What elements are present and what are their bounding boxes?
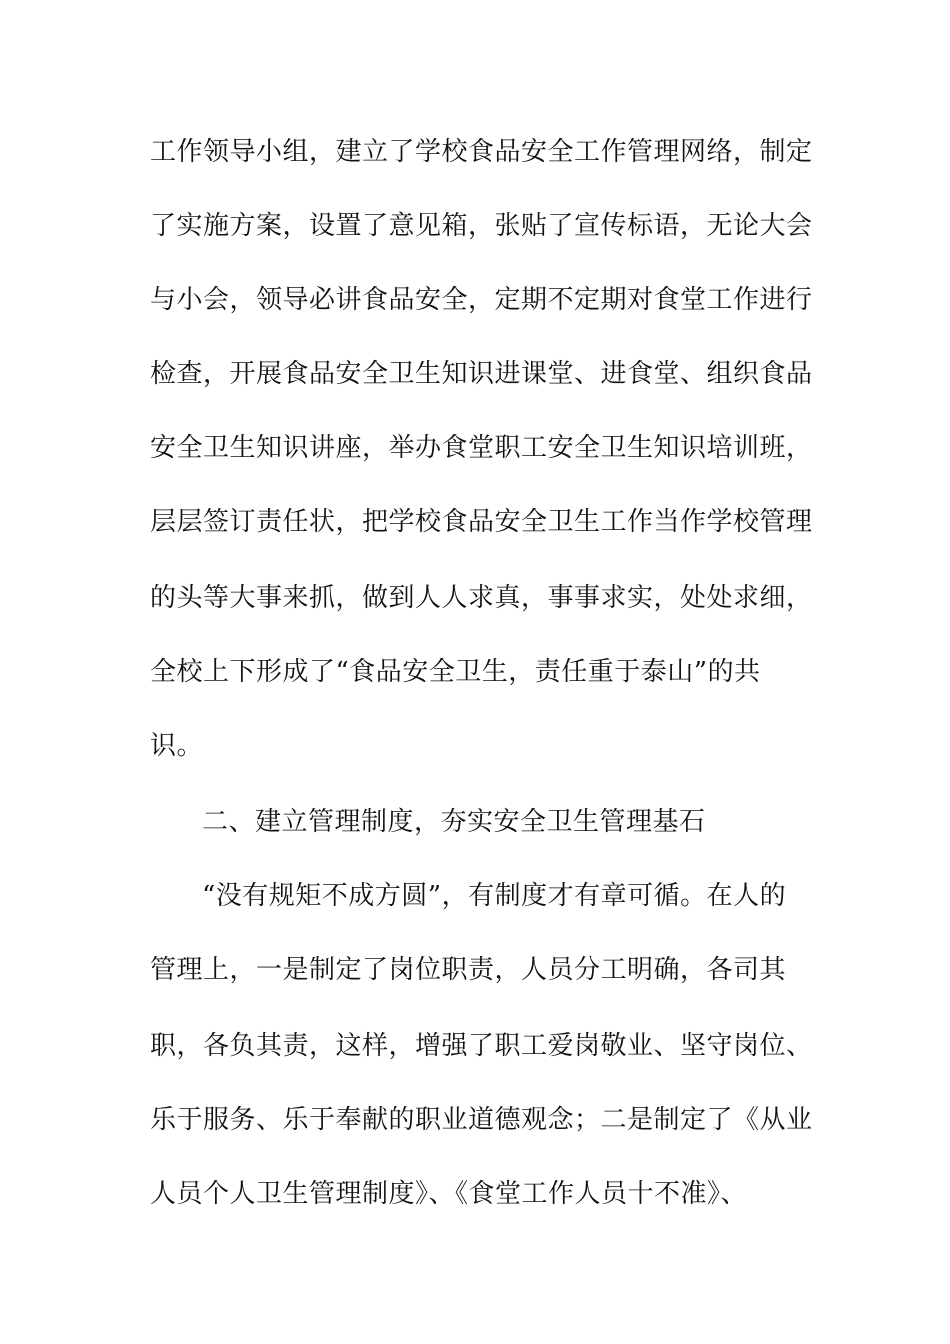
paragraph-1-line-1: 工作领导小组，建立了学校食品安全工作管理网络，制定 bbox=[150, 137, 813, 167]
paragraph-1-line-5: 安全卫生知识讲座，举办食堂职工安全卫生知识培训班， bbox=[150, 433, 813, 463]
paragraph-1-line-9: 识。 bbox=[150, 731, 204, 761]
paragraph-1-line-3: 与小会，领导必讲食品安全，定期不定期对食堂工作进行 bbox=[150, 285, 813, 315]
paragraph-2-line-5: 人员个人卫生管理制度》、《食堂工作人员十不准》、 bbox=[150, 1179, 748, 1209]
paragraph-1-line-4: 检查，开展食品安全卫生知识进课堂、进食堂、组织食品 bbox=[150, 359, 813, 389]
paragraph-2-line-3: 职，各负其责，这样，增强了职工爱岗敬业、坚守岗位、 bbox=[150, 1031, 813, 1061]
paragraph-1-line-6: 层层签订责任状，把学校食品安全卫生工作当作学校管理 bbox=[150, 507, 813, 537]
paragraph-1-line-2: 了实施方案，设置了意见箱，张贴了宣传标语，无论大会 bbox=[150, 211, 813, 241]
paragraph-2-line-1: “没有规矩不成方圆”，有制度才有章可循。在人的 bbox=[202, 881, 787, 911]
paragraph-2-line-4: 乐于服务、乐于奉献的职业道德观念；二是制定了《从业 bbox=[150, 1105, 813, 1135]
paragraph-1-line-8: 全校上下形成了“食品安全卫生，责任重于泰山”的共 bbox=[150, 657, 761, 687]
paragraph-1-line-7: 的头等大事来抓，做到人人求真，事事求实，处处求细， bbox=[150, 583, 813, 613]
paragraph-2-line-2: 管理上，一是制定了岗位职责，人员分工明确，各司其 bbox=[150, 955, 787, 985]
section-heading: 二、建立管理制度，夯实安全卫生管理基石 bbox=[202, 807, 706, 837]
